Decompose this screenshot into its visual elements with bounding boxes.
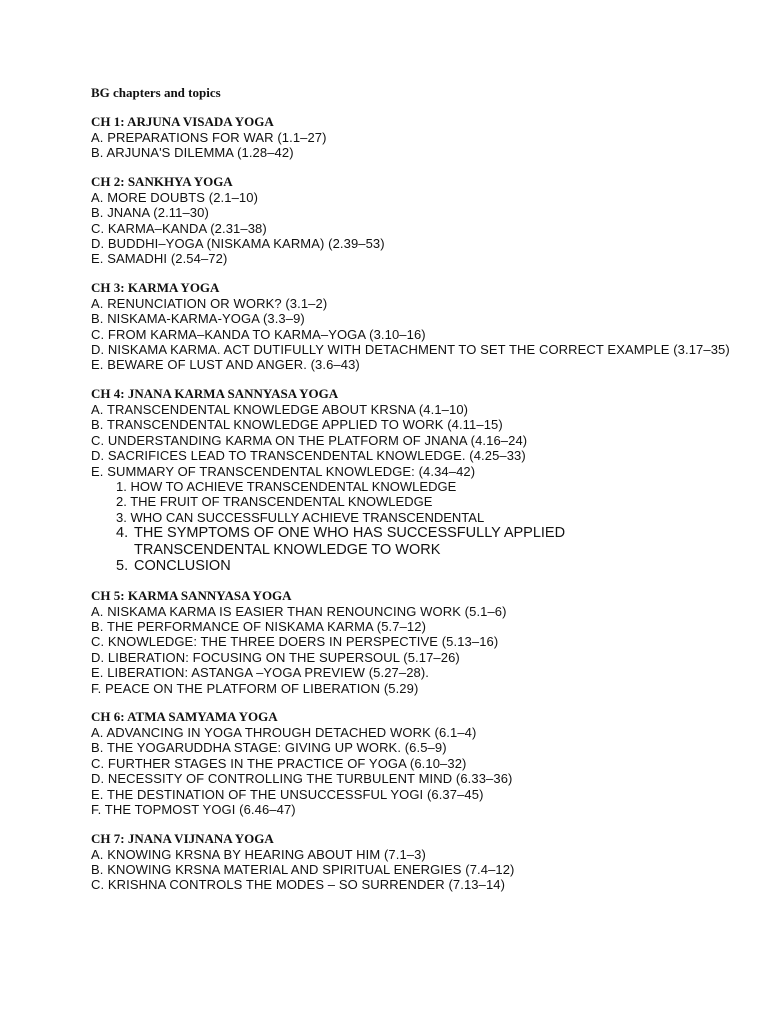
subtopic-item: [91, 558, 731, 575]
topic-item: D. BUDDHI–YOGA (NISKAMA KARMA) (2.39–53): [91, 236, 385, 252]
subtopic-item: 3. WHO CAN SUCCESSFULLY ACHIEVE TRANSCENDENTAL: [116, 509, 485, 525]
topic-item: A. NISKAMA KARMA IS EASIER THAN RENOUNCING WORK (5.1–6): [91, 603, 507, 619]
topic-item: A. TRANSCENDENTAL KNOWLEDGE ABOUT KRSNA (4.1–10): [91, 401, 469, 417]
topic-item: E. SUMMARY OF TRANSCENDENTAL KNOWLEDGE: (4.34–42): [91, 463, 476, 479]
subtopic-number: 5.: [116, 558, 129, 575]
topic-item: A. PREPARATIONS FOR WAR (1.1–27): [91, 130, 327, 145]
topic-item: D. NECESSITY OF CONTROLLING THE TURBULENT MIND (6.33–36): [91, 771, 513, 787]
document-page: [91, 84, 731, 905]
topic-item: D. NISKAMA KARMA. ACT DUTIFULLY WITH DETACHMENT TO SET THE CORRECT EXAMPLE (3.17–35): [91, 342, 730, 358]
subtopic-item: 2. THE FRUIT OF TRANSCENDENTAL KNOWLEDGE: [116, 494, 433, 510]
topic-item: B. THE PERFORMANCE OF NISKAMA KARMA (5.7–12): [91, 619, 427, 635]
topic-item: B. THE YOGARUDDHA STAGE: GIVING UP WORK. (6.5–9): [91, 740, 447, 756]
topic-item: D. LIBERATION: FOCUSING ON THE SUPERSOUL (5.17–26): [91, 649, 460, 665]
topic-item: C. KARMA–KANDA (2.31–38): [91, 220, 267, 236]
subtopic-text: CONCLUSION: [134, 558, 231, 575]
topic-item: F. THE TOPMOST YOGI (6.46–47): [91, 802, 296, 818]
topic-item: C. UNDERSTANDING KARMA ON THE PLATFORM OF JNANA (4.16–24): [91, 432, 528, 448]
topic-item: B. KNOWING KRSNA MATERIAL AND SPIRITUAL ENERGIES (7.4–12): [91, 861, 515, 877]
topic-item: A. KNOWING KRSNA BY HEARING ABOUT HIM (7.1–3): [91, 846, 426, 862]
chapter-heading: CH 3: KARMA YOGA: [91, 279, 220, 295]
chapter-1: [91, 113, 731, 161]
chapter-heading: CH 6: ATMA SAMYAMA YOGA: [91, 709, 278, 725]
topic-item: F. PEACE ON THE PLATFORM OF LIBERATION (5.29): [91, 680, 419, 696]
topic-item: B. TRANSCENDENTAL KNOWLEDGE APPLIED TO WORK (4.11–15): [91, 417, 503, 433]
topic-item: B. JNANA (2.11–30): [91, 205, 209, 221]
chapter-3: [91, 279, 731, 373]
topic-item: A. RENUNCIATION OR WORK? (3.1–2): [91, 295, 328, 311]
chapter-heading: CH 1: ARJUNA VISADA YOGA: [91, 114, 274, 129]
topic-item: A. MORE DOUBTS (2.1–10): [91, 189, 259, 205]
subtopic-text: THE SYMPTOMS OF ONE WHO HAS SUCCESSFULLY APPLIED: [134, 525, 566, 542]
topic-item: E. BEWARE OF LUST AND ANGER. (3.6–43): [91, 357, 360, 373]
chapter-heading: CH 4: JNANA KARMA SANNYASA YOGA: [91, 385, 339, 401]
subtopic-number: 4.: [116, 525, 129, 542]
topic-item: B. NISKAMA-KARMA-YOGA (3.3–9): [91, 311, 305, 327]
topic-item: E. THE DESTINATION OF THE UNSUCCESSFUL YOGI (6.37–45): [91, 786, 484, 802]
topic-item: A. ADVANCING IN YOGA THROUGH DETACHED WORK (6.1–4): [91, 725, 477, 741]
topic-item: C. FURTHER STAGES IN THE PRACTICE OF YOGA (6.10–32): [91, 755, 467, 771]
subtopic-item: [91, 525, 731, 558]
chapter-2: [91, 173, 731, 267]
chapter-6: [91, 708, 731, 817]
chapter-7: [91, 830, 731, 893]
topic-item: E. SAMADHI (2.54–72): [91, 251, 228, 267]
topic-item: C. KRISHNA CONTROLS THE MODES – SO SURRENDER (7.13–14): [91, 877, 506, 893]
chapter-heading: CH 7: JNANA VIJNANA YOGA: [91, 830, 274, 846]
topic-item: D. SACRIFICES LEAD TO TRANSCENDENTAL KNOWLEDGE. (4.25–33): [91, 448, 526, 464]
topic-item: C. KNOWLEDGE: THE THREE DOERS IN PERSPECTIVE (5.13–16): [91, 634, 499, 650]
topic-item: C. FROM KARMA–KANDA TO KARMA–YOGA (3.10–16): [91, 326, 426, 342]
chapter-4: [91, 385, 731, 575]
chapter-heading: CH 2: SANKHYA YOGA: [91, 173, 233, 189]
chapter-5: [91, 587, 731, 696]
subtopic-continuation: TRANSCENDENTAL KNOWLEDGE TO WORK: [134, 541, 441, 558]
subtopic-item: 1. HOW TO ACHIEVE TRANSCENDENTAL KNOWLEDGE: [116, 478, 457, 494]
topic-item: E. LIBERATION: ASTANGA –YOGA PREVIEW (5.27–28).: [91, 665, 430, 681]
document-title: BG chapters and topics: [91, 85, 221, 100]
chapter-heading: CH 5: KARMA SANNYASA YOGA: [91, 587, 292, 603]
topic-item: B. ARJUNA'S DILEMMA (1.28–42): [91, 145, 294, 161]
